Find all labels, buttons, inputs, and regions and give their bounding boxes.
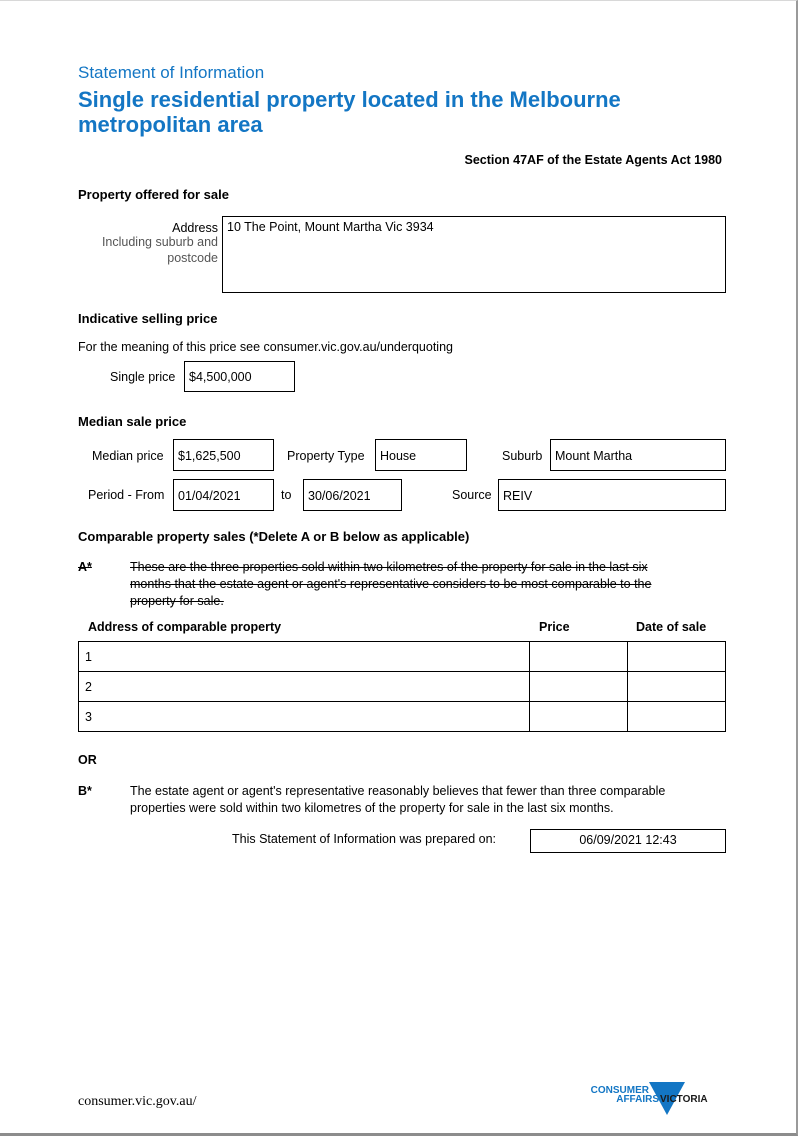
option-a-line-2: months that the estate agent or agent's representative considers to be most comparable to the bbox=[130, 577, 652, 591]
suburb-field[interactable]: Mount Martha bbox=[550, 439, 726, 471]
logo-text-3: VICTORIA bbox=[660, 1094, 708, 1105]
period-from-field[interactable]: 01/04/2021 bbox=[173, 479, 274, 511]
logo-text-2: AFFAIRS bbox=[616, 1094, 659, 1105]
period-to-field[interactable]: 30/06/2021 bbox=[303, 479, 402, 511]
option-a-line-3: property for sale. bbox=[130, 594, 224, 608]
source-field[interactable]: REIV bbox=[498, 479, 726, 511]
table-row bbox=[79, 672, 726, 702]
median-price-label: Median price bbox=[92, 449, 164, 463]
single-price-label: Single price bbox=[110, 370, 176, 384]
document-subtitle: Statement of Information bbox=[78, 63, 265, 82]
logo-triangle-icon bbox=[587, 1079, 727, 1119]
option-b-line-2: properties were sold within two kilometres of the property for sale in the last six months. bbox=[130, 801, 614, 815]
logo-text-1: CONSUMER bbox=[590, 1085, 649, 1096]
row-price-cell[interactable] bbox=[530, 702, 628, 732]
row-number-cell[interactable]: 3 bbox=[79, 702, 530, 732]
prepared-on-label: This Statement of Information was prepared on: bbox=[232, 832, 497, 846]
source-label: Source bbox=[452, 488, 492, 502]
row-number-cell[interactable]: 1 bbox=[79, 642, 530, 672]
document-title: Single residential property located in the Melbourne metropolitan area bbox=[78, 87, 621, 137]
row-date-cell[interactable] bbox=[628, 642, 726, 672]
to-label: to bbox=[281, 488, 292, 502]
suburb-label: Suburb bbox=[502, 449, 543, 463]
row-number-cell[interactable]: 2 bbox=[79, 672, 530, 702]
period-from-label: Period - From bbox=[88, 488, 165, 502]
property-type-label: Property Type bbox=[287, 449, 365, 463]
footer-url: consumer.vic.gov.au/ bbox=[78, 1094, 197, 1109]
indicative-heading: Indicative selling price bbox=[78, 311, 218, 326]
median-price-field[interactable]: $1,625,500 bbox=[173, 439, 274, 471]
address-hint-1: Including suburb and bbox=[101, 235, 218, 249]
comparable-heading: Comparable property sales (*Delete A or B below as applicable) bbox=[78, 529, 470, 544]
table-row bbox=[79, 642, 726, 672]
table-row bbox=[79, 702, 726, 732]
or-label: OR bbox=[78, 753, 97, 767]
option-b-line-1: The estate agent or agent's representative reasonably believes that fewer than three comparable bbox=[130, 784, 666, 798]
comparable-table bbox=[78, 641, 726, 732]
option-a-marker: A* bbox=[78, 560, 92, 574]
option-b-marker: B* bbox=[78, 784, 92, 798]
address-field[interactable]: 10 The Point, Mount Martha Vic 3934 bbox=[222, 216, 726, 293]
property-type-field[interactable]: House bbox=[375, 439, 467, 471]
consumer-affairs-victoria-logo bbox=[587, 1079, 727, 1119]
row-price-cell[interactable] bbox=[530, 672, 628, 702]
address-hint-2: postcode bbox=[167, 251, 218, 265]
single-price-field[interactable]: $4,500,000 bbox=[184, 361, 295, 392]
column-header-date: Date of sale bbox=[636, 620, 707, 634]
row-date-cell[interactable] bbox=[628, 702, 726, 732]
property-heading: Property offered for sale bbox=[78, 187, 229, 202]
column-header-price: Price bbox=[539, 620, 570, 634]
address-label: Address bbox=[172, 221, 218, 235]
column-header-address: Address of comparable property bbox=[88, 620, 282, 634]
indicative-note: For the meaning of this price see consumer.vic.gov.au/underquoting bbox=[78, 340, 453, 354]
row-date-cell[interactable] bbox=[628, 672, 726, 702]
section-reference: Section 47AF of the Estate Agents Act 1980 bbox=[464, 153, 722, 167]
row-price-cell[interactable] bbox=[530, 642, 628, 672]
prepared-on-field[interactable]: 06/09/2021 12:43 bbox=[530, 829, 726, 853]
option-a-line-1: These are the three properties sold within two kilometres of the property for sale in the last six bbox=[130, 560, 648, 574]
median-heading: Median sale price bbox=[78, 414, 187, 429]
